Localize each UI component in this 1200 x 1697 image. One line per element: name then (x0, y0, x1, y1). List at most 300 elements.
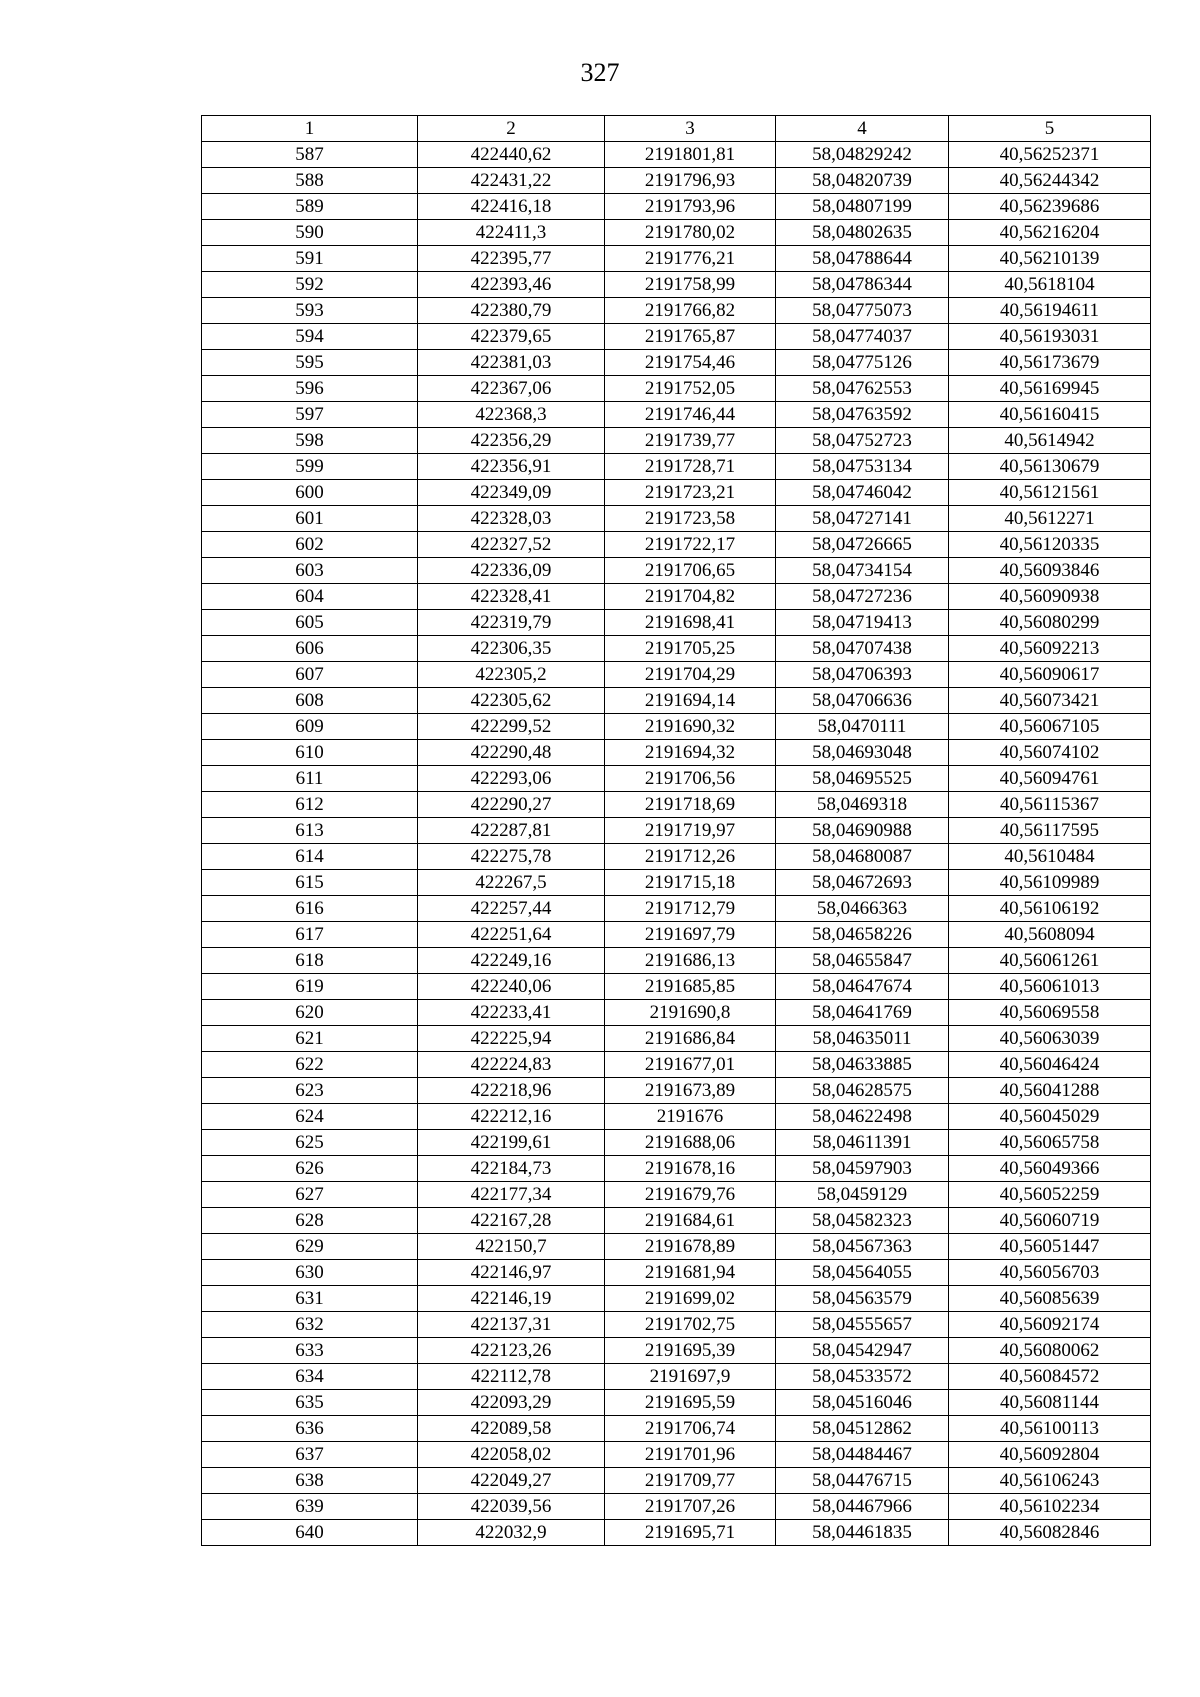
latitude-cell: 58,04567363 (776, 1234, 949, 1260)
point-number-cell: 631 (202, 1286, 418, 1312)
longitude-cell: 40,56056703 (949, 1260, 1151, 1286)
point-number-cell: 630 (202, 1260, 418, 1286)
latitude-cell: 58,04802635 (776, 220, 949, 246)
x-coordinate-cell: 422416,18 (418, 194, 605, 220)
point-number-cell: 637 (202, 1442, 418, 1468)
y-coordinate-cell: 2191780,02 (605, 220, 776, 246)
longitude-cell: 40,56173679 (949, 350, 1151, 376)
latitude-cell: 58,04775073 (776, 298, 949, 324)
y-coordinate-cell: 2191690,8 (605, 1000, 776, 1026)
latitude-cell: 58,04695525 (776, 766, 949, 792)
y-coordinate-cell: 2191678,16 (605, 1156, 776, 1182)
latitude-cell: 58,04707438 (776, 636, 949, 662)
x-coordinate-cell: 422287,81 (418, 818, 605, 844)
x-coordinate-cell: 422381,03 (418, 350, 605, 376)
x-coordinate-cell: 422356,91 (418, 454, 605, 480)
point-number-cell: 617 (202, 922, 418, 948)
point-number-cell: 610 (202, 740, 418, 766)
latitude-cell: 58,0459129 (776, 1182, 949, 1208)
y-coordinate-cell: 2191681,94 (605, 1260, 776, 1286)
y-coordinate-cell: 2191697,79 (605, 922, 776, 948)
point-number-cell: 633 (202, 1338, 418, 1364)
x-coordinate-cell: 422199,61 (418, 1130, 605, 1156)
table-row (202, 844, 1151, 870)
x-coordinate-cell: 422251,64 (418, 922, 605, 948)
point-number-cell: 596 (202, 376, 418, 402)
table-row (202, 1000, 1151, 1026)
y-coordinate-cell: 2191673,89 (605, 1078, 776, 1104)
y-coordinate-cell: 2191690,32 (605, 714, 776, 740)
x-coordinate-cell: 422349,09 (418, 480, 605, 506)
latitude-cell: 58,04611391 (776, 1130, 949, 1156)
y-coordinate-cell: 2191694,14 (605, 688, 776, 714)
latitude-cell: 58,04628575 (776, 1078, 949, 1104)
y-coordinate-cell: 2191701,96 (605, 1442, 776, 1468)
table-row (202, 142, 1151, 168)
latitude-cell: 58,04746042 (776, 480, 949, 506)
x-coordinate-cell: 422249,16 (418, 948, 605, 974)
longitude-cell: 40,56121561 (949, 480, 1151, 506)
table-row (202, 1468, 1151, 1494)
latitude-cell: 58,04655847 (776, 948, 949, 974)
point-number-cell: 598 (202, 428, 418, 454)
x-coordinate-cell: 422146,97 (418, 1260, 605, 1286)
y-coordinate-cell: 2191695,59 (605, 1390, 776, 1416)
longitude-cell: 40,56081144 (949, 1390, 1151, 1416)
longitude-cell: 40,5610484 (949, 844, 1151, 870)
point-number-cell: 622 (202, 1052, 418, 1078)
latitude-cell: 58,04786344 (776, 272, 949, 298)
y-coordinate-cell: 2191704,82 (605, 584, 776, 610)
point-number-cell: 603 (202, 558, 418, 584)
longitude-cell: 40,56051447 (949, 1234, 1151, 1260)
longitude-cell: 40,5614942 (949, 428, 1151, 454)
longitude-cell: 40,56092174 (949, 1312, 1151, 1338)
point-number-cell: 609 (202, 714, 418, 740)
longitude-cell: 40,56061013 (949, 974, 1151, 1000)
point-number-cell: 614 (202, 844, 418, 870)
column-header: 1 (202, 116, 418, 142)
latitude-cell: 58,04647674 (776, 974, 949, 1000)
longitude-cell: 40,56169945 (949, 376, 1151, 402)
longitude-cell: 40,56061261 (949, 948, 1151, 974)
x-coordinate-cell: 422368,3 (418, 402, 605, 428)
latitude-cell: 58,04726665 (776, 532, 949, 558)
y-coordinate-cell: 2191712,79 (605, 896, 776, 922)
y-coordinate-cell: 2191695,71 (605, 1520, 776, 1546)
longitude-cell: 40,56092804 (949, 1442, 1151, 1468)
x-coordinate-cell: 422049,27 (418, 1468, 605, 1494)
point-number-cell: 595 (202, 350, 418, 376)
point-number-cell: 592 (202, 272, 418, 298)
point-number-cell: 611 (202, 766, 418, 792)
longitude-cell: 40,56046424 (949, 1052, 1151, 1078)
point-number-cell: 612 (202, 792, 418, 818)
longitude-cell: 40,56067105 (949, 714, 1151, 740)
longitude-cell: 40,56080062 (949, 1338, 1151, 1364)
x-coordinate-cell: 422233,41 (418, 1000, 605, 1026)
latitude-cell: 58,04763592 (776, 402, 949, 428)
point-number-cell: 607 (202, 662, 418, 688)
point-number-cell: 616 (202, 896, 418, 922)
longitude-cell: 40,56115367 (949, 792, 1151, 818)
point-number-cell: 640 (202, 1520, 418, 1546)
x-coordinate-cell: 422328,03 (418, 506, 605, 532)
longitude-cell: 40,56074102 (949, 740, 1151, 766)
table-row (202, 974, 1151, 1000)
longitude-cell: 40,56130679 (949, 454, 1151, 480)
table-row (202, 194, 1151, 220)
point-number-cell: 621 (202, 1026, 418, 1052)
y-coordinate-cell: 2191801,81 (605, 142, 776, 168)
latitude-cell: 58,04680087 (776, 844, 949, 870)
table-row (202, 428, 1151, 454)
y-coordinate-cell: 2191702,75 (605, 1312, 776, 1338)
x-coordinate-cell: 422267,5 (418, 870, 605, 896)
point-number-cell: 620 (202, 1000, 418, 1026)
y-coordinate-cell: 2191707,26 (605, 1494, 776, 1520)
table-row (202, 636, 1151, 662)
longitude-cell: 40,56117595 (949, 818, 1151, 844)
table-row (202, 1104, 1151, 1130)
latitude-cell: 58,04467966 (776, 1494, 949, 1520)
x-coordinate-cell: 422379,65 (418, 324, 605, 350)
longitude-cell: 40,56160415 (949, 402, 1151, 428)
table-row (202, 298, 1151, 324)
y-coordinate-cell: 2191709,77 (605, 1468, 776, 1494)
y-coordinate-cell: 2191728,71 (605, 454, 776, 480)
longitude-cell: 40,56109989 (949, 870, 1151, 896)
x-coordinate-cell: 422299,52 (418, 714, 605, 740)
longitude-cell: 40,56216204 (949, 220, 1151, 246)
table-row (202, 272, 1151, 298)
y-coordinate-cell: 2191698,41 (605, 610, 776, 636)
point-number-cell: 601 (202, 506, 418, 532)
longitude-cell: 40,56106243 (949, 1468, 1151, 1494)
y-coordinate-cell: 2191712,26 (605, 844, 776, 870)
point-number-cell: 632 (202, 1312, 418, 1338)
y-coordinate-cell: 2191676 (605, 1104, 776, 1130)
x-coordinate-cell: 422411,3 (418, 220, 605, 246)
table-row (202, 740, 1151, 766)
table-row (202, 558, 1151, 584)
table-row (202, 246, 1151, 272)
table-row (202, 1494, 1151, 1520)
x-coordinate-cell: 422328,41 (418, 584, 605, 610)
table-row (202, 376, 1151, 402)
point-number-cell: 599 (202, 454, 418, 480)
x-coordinate-cell: 422290,48 (418, 740, 605, 766)
latitude-cell: 58,04564055 (776, 1260, 949, 1286)
latitude-cell: 58,04734154 (776, 558, 949, 584)
y-coordinate-cell: 2191686,84 (605, 1026, 776, 1052)
x-coordinate-cell: 422290,27 (418, 792, 605, 818)
latitude-cell: 58,04658226 (776, 922, 949, 948)
latitude-cell: 58,04706636 (776, 688, 949, 714)
point-number-cell: 591 (202, 246, 418, 272)
longitude-cell: 40,56210139 (949, 246, 1151, 272)
point-number-cell: 635 (202, 1390, 418, 1416)
longitude-cell: 40,56073421 (949, 688, 1151, 714)
latitude-cell: 58,0466363 (776, 896, 949, 922)
point-number-cell: 618 (202, 948, 418, 974)
point-number-cell: 615 (202, 870, 418, 896)
y-coordinate-cell: 2191704,29 (605, 662, 776, 688)
point-number-cell: 619 (202, 974, 418, 1000)
header-row (202, 116, 1151, 142)
x-coordinate-cell: 422395,77 (418, 246, 605, 272)
table-row (202, 870, 1151, 896)
x-coordinate-cell: 422393,46 (418, 272, 605, 298)
latitude-cell: 58,04775126 (776, 350, 949, 376)
longitude-cell: 40,56045029 (949, 1104, 1151, 1130)
latitude-cell: 58,04753134 (776, 454, 949, 480)
point-number-cell: 589 (202, 194, 418, 220)
x-coordinate-cell: 422275,78 (418, 844, 605, 870)
table-body (202, 142, 1151, 1546)
longitude-cell: 40,56084572 (949, 1364, 1151, 1390)
y-coordinate-cell: 2191746,44 (605, 402, 776, 428)
latitude-cell: 58,04542947 (776, 1338, 949, 1364)
table-row (202, 1052, 1151, 1078)
point-number-cell: 623 (202, 1078, 418, 1104)
point-number-cell: 634 (202, 1364, 418, 1390)
coordinates-table (201, 115, 1151, 1546)
y-coordinate-cell: 2191739,77 (605, 428, 776, 454)
latitude-cell: 58,04516046 (776, 1390, 949, 1416)
table-row (202, 1260, 1151, 1286)
y-coordinate-cell: 2191723,58 (605, 506, 776, 532)
point-number-cell: 626 (202, 1156, 418, 1182)
table-row (202, 584, 1151, 610)
table-row (202, 662, 1151, 688)
y-coordinate-cell: 2191699,02 (605, 1286, 776, 1312)
latitude-cell: 58,04635011 (776, 1026, 949, 1052)
table-row (202, 1338, 1151, 1364)
column-header: 5 (949, 116, 1151, 142)
y-coordinate-cell: 2191715,18 (605, 870, 776, 896)
x-coordinate-cell: 422380,79 (418, 298, 605, 324)
latitude-cell: 58,04829242 (776, 142, 949, 168)
table-row (202, 818, 1151, 844)
longitude-cell: 40,56094761 (949, 766, 1151, 792)
x-coordinate-cell: 422112,78 (418, 1364, 605, 1390)
y-coordinate-cell: 2191706,65 (605, 558, 776, 584)
x-coordinate-cell: 422093,29 (418, 1390, 605, 1416)
y-coordinate-cell: 2191688,06 (605, 1130, 776, 1156)
longitude-cell: 40,56085639 (949, 1286, 1151, 1312)
table-row (202, 220, 1151, 246)
y-coordinate-cell: 2191758,99 (605, 272, 776, 298)
y-coordinate-cell: 2191706,56 (605, 766, 776, 792)
x-coordinate-cell: 422440,62 (418, 142, 605, 168)
latitude-cell: 58,04690988 (776, 818, 949, 844)
table-row (202, 1130, 1151, 1156)
table-row (202, 1442, 1151, 1468)
y-coordinate-cell: 2191695,39 (605, 1338, 776, 1364)
latitude-cell: 58,04807199 (776, 194, 949, 220)
longitude-cell: 40,56093846 (949, 558, 1151, 584)
longitude-cell: 40,56065758 (949, 1130, 1151, 1156)
point-number-cell: 590 (202, 220, 418, 246)
longitude-cell: 40,56052259 (949, 1182, 1151, 1208)
y-coordinate-cell: 2191754,46 (605, 350, 776, 376)
x-coordinate-cell: 422305,2 (418, 662, 605, 688)
longitude-cell: 40,56194611 (949, 298, 1151, 324)
column-header: 4 (776, 116, 949, 142)
y-coordinate-cell: 2191719,97 (605, 818, 776, 844)
y-coordinate-cell: 2191677,01 (605, 1052, 776, 1078)
longitude-cell: 40,56239686 (949, 194, 1151, 220)
point-number-cell: 605 (202, 610, 418, 636)
y-coordinate-cell: 2191766,82 (605, 298, 776, 324)
longitude-cell: 40,56063039 (949, 1026, 1151, 1052)
table-row (202, 506, 1151, 532)
latitude-cell: 58,04820739 (776, 168, 949, 194)
x-coordinate-cell: 422431,22 (418, 168, 605, 194)
table-row (202, 1520, 1151, 1546)
table-row (202, 610, 1151, 636)
x-coordinate-cell: 422367,06 (418, 376, 605, 402)
y-coordinate-cell: 2191765,87 (605, 324, 776, 350)
point-number-cell: 593 (202, 298, 418, 324)
y-coordinate-cell: 2191796,93 (605, 168, 776, 194)
point-number-cell: 600 (202, 480, 418, 506)
latitude-cell: 58,04706393 (776, 662, 949, 688)
x-coordinate-cell: 422225,94 (418, 1026, 605, 1052)
y-coordinate-cell: 2191694,32 (605, 740, 776, 766)
latitude-cell: 58,04719413 (776, 610, 949, 636)
x-coordinate-cell: 422224,83 (418, 1052, 605, 1078)
x-coordinate-cell: 422306,35 (418, 636, 605, 662)
table-row (202, 1364, 1151, 1390)
table-row (202, 402, 1151, 428)
latitude-cell: 58,04633885 (776, 1052, 949, 1078)
x-coordinate-cell: 422305,62 (418, 688, 605, 714)
longitude-cell: 40,56193031 (949, 324, 1151, 350)
latitude-cell: 58,04641769 (776, 1000, 949, 1026)
table-row (202, 714, 1151, 740)
x-coordinate-cell: 422058,02 (418, 1442, 605, 1468)
y-coordinate-cell: 2191685,85 (605, 974, 776, 1000)
x-coordinate-cell: 422167,28 (418, 1208, 605, 1234)
longitude-cell: 40,56060719 (949, 1208, 1151, 1234)
y-coordinate-cell: 2191706,74 (605, 1416, 776, 1442)
table-row (202, 792, 1151, 818)
latitude-cell: 58,04774037 (776, 324, 949, 350)
y-coordinate-cell: 2191697,9 (605, 1364, 776, 1390)
latitude-cell: 58,04476715 (776, 1468, 949, 1494)
latitude-cell: 58,0469318 (776, 792, 949, 818)
page-number: 327 (580, 58, 620, 87)
column-header: 2 (418, 116, 605, 142)
latitude-cell: 58,04762553 (776, 376, 949, 402)
table-row (202, 1078, 1151, 1104)
y-coordinate-cell: 2191793,96 (605, 194, 776, 220)
table-row (202, 922, 1151, 948)
y-coordinate-cell: 2191752,05 (605, 376, 776, 402)
longitude-cell: 40,5608094 (949, 922, 1151, 948)
longitude-cell: 40,56069558 (949, 1000, 1151, 1026)
table-row (202, 1286, 1151, 1312)
longitude-cell: 40,56106192 (949, 896, 1151, 922)
y-coordinate-cell: 2191723,21 (605, 480, 776, 506)
point-number-cell: 608 (202, 688, 418, 714)
x-coordinate-cell: 422218,96 (418, 1078, 605, 1104)
x-coordinate-cell: 422177,34 (418, 1182, 605, 1208)
longitude-cell: 40,56244342 (949, 168, 1151, 194)
table-row (202, 480, 1151, 506)
table-row (202, 766, 1151, 792)
longitude-cell: 40,5618104 (949, 272, 1151, 298)
longitude-cell: 40,56092213 (949, 636, 1151, 662)
longitude-cell: 40,56252371 (949, 142, 1151, 168)
y-coordinate-cell: 2191684,61 (605, 1208, 776, 1234)
longitude-cell: 40,56090938 (949, 584, 1151, 610)
x-coordinate-cell: 422257,44 (418, 896, 605, 922)
table-row (202, 1390, 1151, 1416)
latitude-cell: 58,04727141 (776, 506, 949, 532)
point-number-cell: 636 (202, 1416, 418, 1442)
x-coordinate-cell: 422293,06 (418, 766, 605, 792)
table-row (202, 168, 1151, 194)
table-row (202, 948, 1151, 974)
latitude-cell: 58,04563579 (776, 1286, 949, 1312)
longitude-cell: 40,56102234 (949, 1494, 1151, 1520)
y-coordinate-cell: 2191722,17 (605, 532, 776, 558)
longitude-cell: 40,5612271 (949, 506, 1151, 532)
point-number-cell: 588 (202, 168, 418, 194)
table-row (202, 896, 1151, 922)
table-row (202, 1312, 1151, 1338)
point-number-cell: 624 (202, 1104, 418, 1130)
x-coordinate-cell: 422212,16 (418, 1104, 605, 1130)
table-row (202, 1156, 1151, 1182)
longitude-cell: 40,56100113 (949, 1416, 1151, 1442)
table-row (202, 1416, 1151, 1442)
longitude-cell: 40,56080299 (949, 610, 1151, 636)
x-coordinate-cell: 422327,52 (418, 532, 605, 558)
point-number-cell: 629 (202, 1234, 418, 1260)
point-number-cell: 597 (202, 402, 418, 428)
latitude-cell: 58,04484467 (776, 1442, 949, 1468)
latitude-cell: 58,04752723 (776, 428, 949, 454)
y-coordinate-cell: 2191678,89 (605, 1234, 776, 1260)
longitude-cell: 40,56090617 (949, 662, 1151, 688)
y-coordinate-cell: 2191679,76 (605, 1182, 776, 1208)
point-number-cell: 625 (202, 1130, 418, 1156)
y-coordinate-cell: 2191718,69 (605, 792, 776, 818)
y-coordinate-cell: 2191705,25 (605, 636, 776, 662)
x-coordinate-cell: 422150,7 (418, 1234, 605, 1260)
y-coordinate-cell: 2191776,21 (605, 246, 776, 272)
x-coordinate-cell: 422146,19 (418, 1286, 605, 1312)
x-coordinate-cell: 422356,29 (418, 428, 605, 454)
point-number-cell: 602 (202, 532, 418, 558)
table-row (202, 1182, 1151, 1208)
latitude-cell: 58,04533572 (776, 1364, 949, 1390)
point-number-cell: 627 (202, 1182, 418, 1208)
longitude-cell: 40,56120335 (949, 532, 1151, 558)
latitude-cell: 58,04597903 (776, 1156, 949, 1182)
latitude-cell: 58,04788644 (776, 246, 949, 272)
table-row (202, 1234, 1151, 1260)
latitude-cell: 58,04512862 (776, 1416, 949, 1442)
latitude-cell: 58,04622498 (776, 1104, 949, 1130)
point-number-cell: 628 (202, 1208, 418, 1234)
point-number-cell: 613 (202, 818, 418, 844)
table-row (202, 1026, 1151, 1052)
